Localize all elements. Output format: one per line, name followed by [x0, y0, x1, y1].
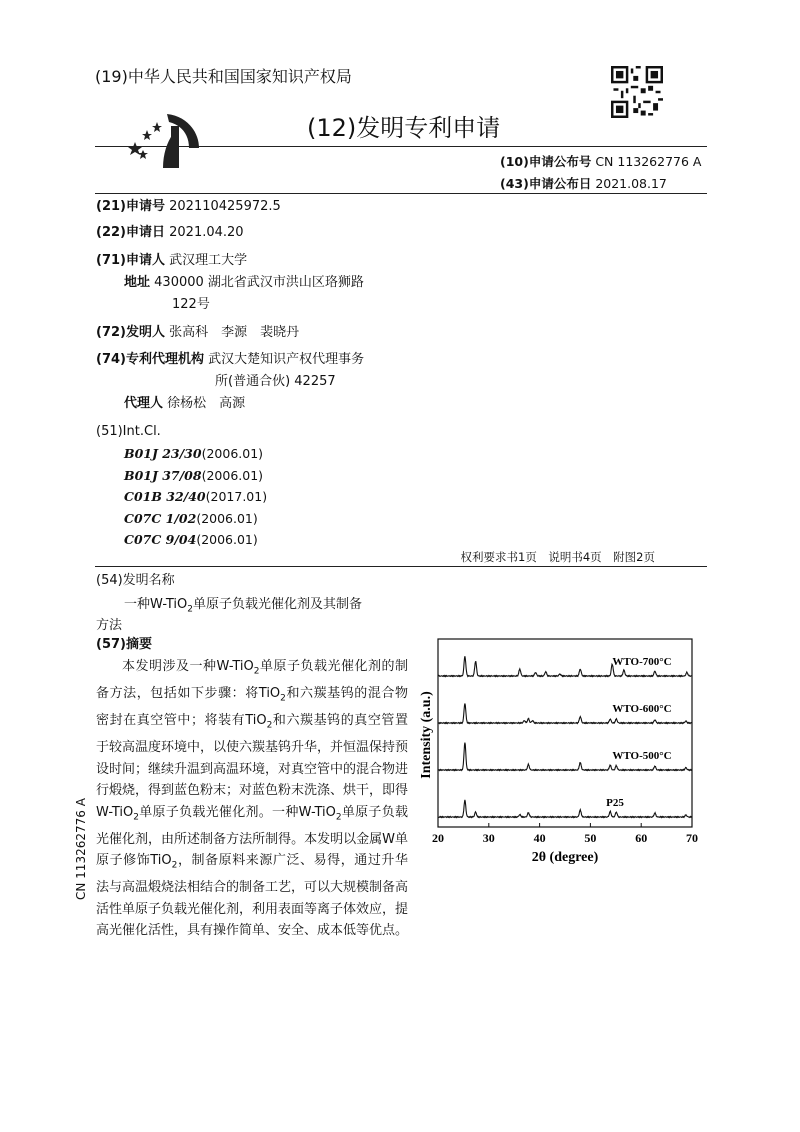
ipc-list: [124, 443, 267, 551]
invention-title-line-2: 方法: [96, 618, 123, 633]
patent-agency-label: (74)专利代理机构: [96, 352, 204, 367]
x-tick-label: 60: [635, 831, 648, 845]
address-line-1: 430000 湖北省武汉市洪山区珞狮路: [154, 275, 364, 290]
series-label: WTO-700°C: [612, 656, 672, 669]
publication-number-label: (10)申请公布号: [500, 154, 592, 169]
patent-agency-line-1: 武汉大楚知识产权代理事务: [208, 352, 365, 367]
publication-date-value: 2021.08.17: [595, 176, 667, 191]
patent-agent: [124, 393, 245, 415]
ipc-version: (2006.01): [196, 532, 258, 547]
subscript: 2: [133, 812, 139, 823]
header-divider: [95, 146, 707, 147]
ipc-version: (2006.01): [201, 467, 264, 483]
subscript: 2: [335, 812, 342, 823]
application-date-label: (22)申请日: [96, 225, 165, 240]
subscript: 2: [280, 693, 286, 704]
vertical-publication-number: CN 113262776 A: [74, 798, 88, 900]
x-tick-label: 40: [533, 831, 546, 845]
ipc-code: B01J 37/08: [124, 467, 202, 483]
abstract-text: [96, 656, 408, 942]
address-label: 地址: [124, 275, 151, 290]
ipc-entry: [124, 508, 267, 530]
abstract-segment: 本发明涉及一种W-TiO: [122, 659, 254, 674]
patent-agency-line-2: 所(普通合伙) 42257: [215, 374, 336, 389]
series-label: WTO-500°C: [612, 750, 672, 763]
biblio-top-divider: [95, 193, 707, 194]
ipc-code: B01J 23/30: [124, 446, 202, 461]
subscript: 2: [253, 666, 260, 677]
application-date: [96, 222, 244, 244]
applicant-value: 武汉理工大学: [169, 253, 248, 268]
application-number-label: (21)申请号: [96, 199, 165, 214]
application-number: [96, 196, 281, 218]
publication-number: [500, 152, 701, 170]
inventors: [96, 322, 299, 344]
office-name: (19)中华人民共和国国家知识产权局: [95, 67, 352, 86]
ipc-version: (2006.01): [201, 446, 264, 461]
abstract-segment: 单原子负载光催化剂，由所述制备方法所制得。本发明以金属W单原子修饰TiO: [96, 804, 408, 869]
patent-agent-label: 代理人: [124, 396, 164, 411]
y-axis-label: Intensity (a.u.): [419, 691, 434, 779]
publication-number-value: CN 113262776 A: [595, 154, 702, 169]
patent-agency: [96, 349, 364, 371]
patent-agent-value: 徐杨松 高源: [167, 396, 246, 411]
cnipa-logo: [127, 108, 217, 170]
application-number-value: 202110425972.5: [169, 199, 281, 214]
subscript: 2: [266, 720, 273, 731]
x-tick-label: 20: [432, 831, 444, 845]
series-label: P25: [606, 797, 624, 810]
abstract-label: (57)摘要: [96, 637, 152, 652]
ipc-code: C07C 1/02: [124, 510, 197, 526]
abstract-segment: 和六羰基钨的真空管置于较高温度环境中，以使六羰基钨升华，并恒温保持预设时间；继续升温到高温环境，对真空管中的混合物进行煅烧，得到蓝色粉末；对蓝色粉末洗涤、烘干，即得W-TiO: [96, 713, 409, 820]
biblio-bottom-divider: [95, 566, 707, 567]
pages-info: 权利要求书1页 说明书4页 附图2页: [460, 550, 655, 564]
subscript: 2: [171, 860, 178, 871]
ipc-entry: [124, 465, 267, 487]
series-line-p25: [439, 800, 692, 818]
publication-date-label: (43)申请公布日: [500, 176, 592, 191]
x-tick-label: 30: [482, 831, 495, 845]
ipc-entry: [124, 529, 267, 551]
intcl-label: (51)Int.Cl.: [96, 424, 161, 439]
abstract-segment: 和六羰基钨的混合物密封在真空管中；将装有TiO: [96, 686, 408, 729]
x-axis-label: 2θ (degree): [531, 850, 599, 865]
title-text: 一种W-TiO: [124, 597, 188, 612]
inventors-label: (72)发明人: [96, 325, 165, 340]
invention-title-label: (54)发明名称: [96, 573, 175, 588]
publication-date: [500, 174, 667, 192]
x-tick-label: 50: [584, 831, 597, 845]
ipc-code: C07C 9/04: [124, 532, 197, 547]
qr-code-icon: [611, 66, 663, 118]
ipc-version: (2006.01): [196, 510, 258, 526]
title-text: 单原子负载光催化剂及其制备: [192, 597, 362, 612]
address: [124, 272, 364, 294]
subscript: 2: [187, 604, 193, 615]
series-label: WTO-600°C: [612, 703, 672, 716]
address-line-2: 122号: [172, 297, 210, 312]
ipc-entry: [124, 443, 267, 465]
ipc-entry: [124, 486, 267, 508]
xrd-chart: [410, 635, 700, 865]
abstract-segment: 单原子负载光催化剂。一种W-TiO: [138, 804, 336, 820]
inventors-value: 张高科 李源 裴晓丹: [169, 325, 300, 340]
abstract-segment: ，制备原料来源广泛、易得，通过升华法与高温煅烧法相结合的制备工艺，可以大规模制备高活性单原子负载光催化剂，利用表面等离子体效应，提高光催化活性，具有操作简单、安全、成本低等优点。: [96, 853, 409, 939]
ipc-code: C01B 32/40: [124, 489, 206, 504]
invention-title: [124, 593, 362, 615]
document-kind: (12)发明专利申请: [307, 114, 501, 142]
applicant-label: (71)申请人: [96, 253, 165, 268]
x-tick-label: 70: [686, 831, 698, 845]
applicant: [96, 250, 247, 272]
abstract-segment: 单原子负载光催化剂的制备方法，包括如下步骤：将TiO: [96, 659, 408, 702]
ipc-version: (2017.01): [205, 489, 268, 504]
application-date-value: 2021.04.20: [169, 225, 244, 240]
